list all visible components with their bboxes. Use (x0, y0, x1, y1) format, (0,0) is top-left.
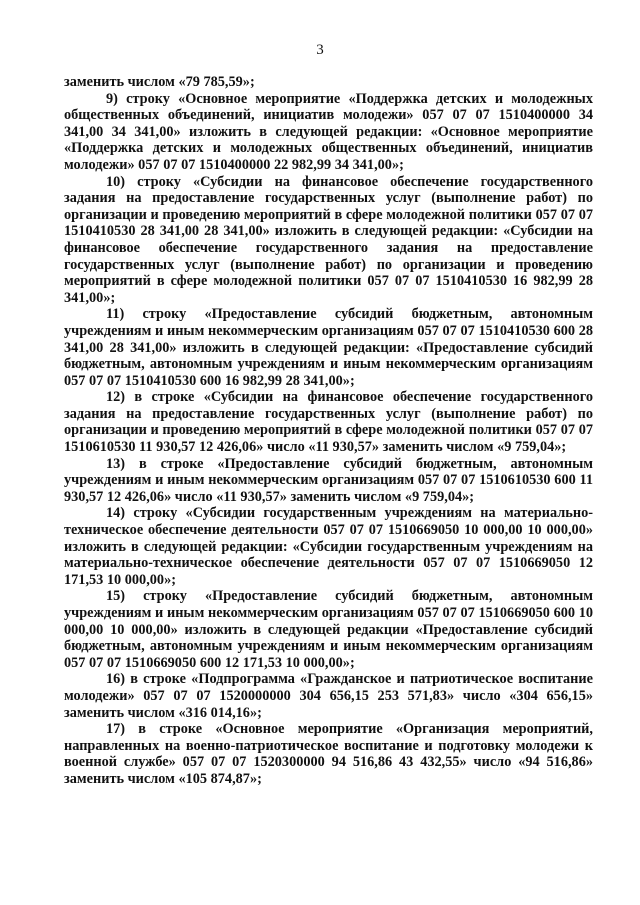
paragraph-continuation: заменить числом «79 785,59»; (64, 74, 255, 90)
paragraph-item-17: 17) в строке «Основное мероприятие «Организация мероприятий, направленных на военно-патриотическое воспитание и подготовку молодежи к военной службе» 057 07 07 1520300000 94 516,86 43 432,55» число «94 516,86» заменить числом «105 874,87»; (64, 721, 593, 787)
paragraph-item-9: 9) строку «Основное мероприятие «Поддержка детских и молодежных общественных объединений, инициатив молодежи» 057 07 07 1510400000 34 341,00 34 341,00» изложить в следующей редакции: «Основное мероприятие «Поддержка детских и молодежных общественных объединений, инициатив молодежи» 057 07 07 1510400000 22 982,99 34 341,00»; (64, 90, 593, 173)
paragraph-item-10: 10) строку «Субсидии на финансовое обеспечение государственного задания на предоставление государственных услуг (выполнение работ) по организации и проведению мероприятий в сфере молодежной политики 057 07 07 1510410530 28 341,00 28 341,00» изложить в следующей редакции: «Субсидии на финансовое обеспечение государственного задания на предоставление государственных услуг (выполнение работ) по организации и проведению мероприятий в сфере молодежной политики 057 07 07 1510410530 16 982,99 28 341,00»; (64, 173, 593, 306)
page-number: 3 (316, 42, 324, 58)
paragraph-item-11: 11) строку «Предоставление субсидий бюджетным, автономным учреждениям и иным некоммерческим организациям 057 07 07 1510410530 600 28 341,00 28 341,00» изложить в следующей редакции: «Предоставление субсидий бюджетным, автономным учреждениям и иным некоммерческим организациям 057 07 07 1510410530 600 16 982,99 28 341,00»; (64, 306, 593, 389)
paragraph-item-13: 13) в строке «Предоставление субсидий бюджетным, автономным учреждениям и иным некоммерческим организациям 057 07 07 1510610530 600 11 930,57 12 426,06» число «11 930,57» заменить числом «9 759,04»; (64, 455, 593, 505)
paragraph-item-14: 14) строку «Субсидии государственным учреждениям на материально-техническое обеспечение деятельности 057 07 07 1510669050 10 000,00 10 000,00» изложить в следующей редакции: «Субсидии государственным учреждениям на материально-техническое обеспечение деятельности 057 07 07 1510669050 12 171,53 10 000,00»; (64, 505, 593, 588)
paragraph-item-16: 16) в строке «Подпрограмма «Гражданское и патриотическое воспитание молодежи» 057 07 07 1520000000 304 656,15 253 571,83» число «304 656,15» заменить числом «316 014,16»; (64, 671, 593, 721)
paragraph-item-12: 12) в строке «Субсидии на финансовое обеспечение государственного задания на предоставление государственных услуг (выполнение работ) по организации и проведению мероприятий в сфере молодежной политики 057 07 07 1510610530 11 930,57 12 426,06» число «11 930,57» заменить числом «9 759,04»; (64, 389, 593, 456)
paragraph-item-15: 15) строку «Предоставление субсидий бюджетным, автономным учреждениям и иным некоммерческим организациям 057 07 07 1510669050 600 10 000,00 10 000,00» изложить в следующей редакции «Предоставление субсидий бюджетным, автономным учреждениям и иным некоммерческим организациям 057 07 07 1510669050 600 12 171,53 10 000,00»; (64, 588, 593, 671)
document-body (64, 74, 593, 788)
